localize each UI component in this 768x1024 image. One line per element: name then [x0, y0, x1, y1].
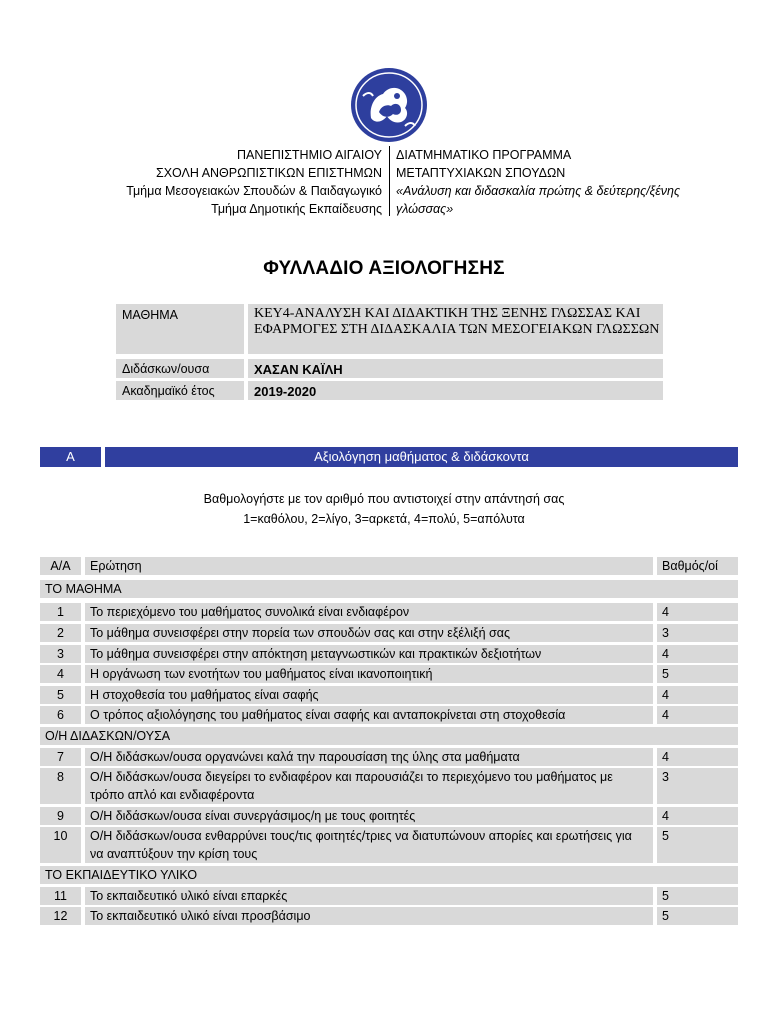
row-number: 8 [40, 768, 81, 804]
table-header-row [40, 557, 738, 575]
table-row [40, 748, 738, 766]
table-row [40, 887, 738, 905]
table-row [40, 907, 738, 925]
table-row [40, 686, 738, 704]
table-row [40, 827, 738, 863]
row-question: Το εκπαιδευτικό υλικό είναι προσβάσιμο [85, 907, 653, 925]
col-header-number: Α/Α [40, 557, 81, 575]
header-school: ΣΧΟΛΗ ΑΝΘΡΩΠΙΣΤΙΚΩΝ ΕΠΙΣΤΗΜΩΝ [155, 166, 382, 180]
category-material: ΤΟ ΕΚΠΑΙΔΕΥΤΙΚΟ ΥΛΙΚΟ [40, 866, 738, 884]
section-title: Αξιολόγηση μαθήματος & διδάσκοντα [105, 447, 738, 467]
info-row-teacher [116, 359, 663, 378]
category-teacher: Ο/Η ΔΙΔΑΣΚΩΝ/ΟΥΣΑ [40, 727, 738, 745]
table-row [40, 603, 738, 621]
info-row-year [116, 381, 663, 400]
instructions-line-2: 1=καθόλου, 2=λίγο, 3=αρκετά, 4=πολύ, 5=απόλυτα [243, 512, 525, 526]
header-right-block [396, 146, 746, 218]
row-grade: 5 [657, 907, 738, 925]
header-university: ΠΑΝΕΠΙΣΤΗΜΙΟ ΑΙΓΑΙΟΥ [236, 148, 382, 162]
info-row-course [116, 304, 663, 354]
row-grade: 4 [657, 748, 738, 766]
row-question: Το περιεχόμενο του μαθήματος συνολικά είναι ενδιαφέρον [85, 603, 653, 621]
table-row [40, 624, 738, 642]
header-left-block [126, 146, 382, 218]
row-grade: 4 [657, 706, 738, 724]
row-grade: 4 [657, 807, 738, 825]
row-question: Η οργάνωση των ενοτήτων του μαθήματος είναι ικανοποιητική [85, 665, 653, 683]
category-course: ΤΟ ΜΑΘΗΜΑ [40, 580, 738, 598]
row-grade: 4 [657, 603, 738, 621]
row-question: Το μάθημα συνεισφέρει στην πορεία των σπουδών σας και στην εξέλιξή σας [85, 624, 653, 642]
header-program-name-2: γλώσσας» [396, 202, 454, 216]
header-divider [389, 146, 390, 216]
row-number: 1 [40, 603, 81, 621]
row-number: 12 [40, 907, 81, 925]
header-program-1: ΔΙΑΤΜΗΜΑΤΙΚΟ ΠΡΟΓΡΑΜΜΑ [396, 148, 572, 162]
row-question: Ο/Η διδάσκων/ουσα οργανώνει καλά την παρουσίαση της ύλης στα μαθήματα [85, 748, 653, 766]
row-grade: 3 [657, 624, 738, 642]
row-number: 4 [40, 665, 81, 683]
table-row [40, 665, 738, 683]
header-department-1: Τμήμα Μεσογειακών Σπουδών & Παιδαγωγικό [126, 184, 382, 198]
table-row [40, 807, 738, 825]
row-question: Το εκπαιδευτικό υλικό είναι επαρκές [85, 887, 653, 905]
instructions-line-1: Βαθμολογήστε με τον αριθμό που αντιστοιχεί στην απάντησή σας [203, 492, 565, 506]
row-grade: 5 [657, 887, 738, 905]
teacher-value: ΧΑΣΑΝ ΚΑΪΛΗ [248, 359, 663, 378]
year-label: Ακαδημαϊκό έτος [116, 381, 244, 400]
table-row [40, 706, 738, 724]
header-department-2: Τμήμα Δημοτικής Εκπαίδευσης [211, 202, 382, 216]
row-number: 3 [40, 645, 81, 663]
row-question: Ο/Η διδάσκων/ουσα διεγείρει το ενδιαφέρον και παρουσιάζει το περιεχόμενο του μαθήματος με τρόπο απλό και ενδιαφέροντα [85, 768, 653, 804]
row-question: Το μάθημα συνεισφέρει στην απόκτηση μεταγνωστικών και πρακτικών δεξιοτήτων [85, 645, 653, 663]
section-letter: Α [40, 447, 101, 467]
course-label: ΜΑΘΗΜΑ [116, 304, 244, 354]
row-grade: 4 [657, 645, 738, 663]
row-number: 7 [40, 748, 81, 766]
row-number: 2 [40, 624, 81, 642]
row-number: 11 [40, 887, 81, 905]
table-row [40, 768, 738, 804]
row-grade: 5 [657, 827, 738, 863]
col-header-question: Ερώτηση [85, 557, 653, 575]
page-title: ΦΥΛΛΑΔΙΟ ΑΞΙΟΛΟΓΗΣΗΣ [263, 258, 505, 279]
header-program-name-1: «Ανάλυση και διδασκαλία πρώτης & δεύτερης/ξένης [396, 184, 681, 198]
row-question: Ο/Η διδάσκων/ουσα ενθαρρύνει τους/τις φοιτητές/τριες να διατυπώνουν απορίες και ερωτήσεις για να αναπτύξουν την κρίση τους [85, 827, 653, 863]
header-program-2: ΜΕΤΑΠΤΥΧΙΑΚΩΝ ΣΠΟΥΔΩΝ [396, 166, 566, 180]
row-grade: 3 [657, 768, 738, 804]
course-value: ΚΕΥ4-ΑΝΑΛΥΣΗ ΚΑΙ ΔΙΔΑΚΤΙΚΗ ΤΗΣ ΞΕΝΗΣ ΓΛΩΣΣΑΣ ΚΑΙ ΕΦΑΡΜΟΓΕΣ ΣΤΗ ΔΙΔΑΣΚΑΛΙΑ ΤΩΝ ΜΕΣΟΓΕΙΑΚΩΝ ΓΛΩΣΣΩΝ [248, 304, 663, 354]
row-number: 6 [40, 706, 81, 724]
university-seal-logo [349, 66, 429, 144]
row-number: 10 [40, 827, 81, 863]
row-grade: 4 [657, 686, 738, 704]
table-row [40, 645, 738, 663]
row-question: Ο τρόπος αξιολόγησης του μαθήματος είναι σαφής και ανταποκρίνεται στη στοχοθεσία [85, 706, 653, 724]
row-number: 9 [40, 807, 81, 825]
row-question: Ο/Η διδάσκων/ουσα είναι συνεργάσιμος/η με τους φοιτητές [85, 807, 653, 825]
year-value: 2019-2020 [248, 381, 663, 400]
row-question: Η στοχοθεσία του μαθήματος είναι σαφής [85, 686, 653, 704]
row-number: 5 [40, 686, 81, 704]
row-grade: 5 [657, 665, 738, 683]
teacher-label: Διδάσκων/ουσα [116, 359, 244, 378]
col-header-grade: Βαθμός/οί [657, 557, 738, 575]
